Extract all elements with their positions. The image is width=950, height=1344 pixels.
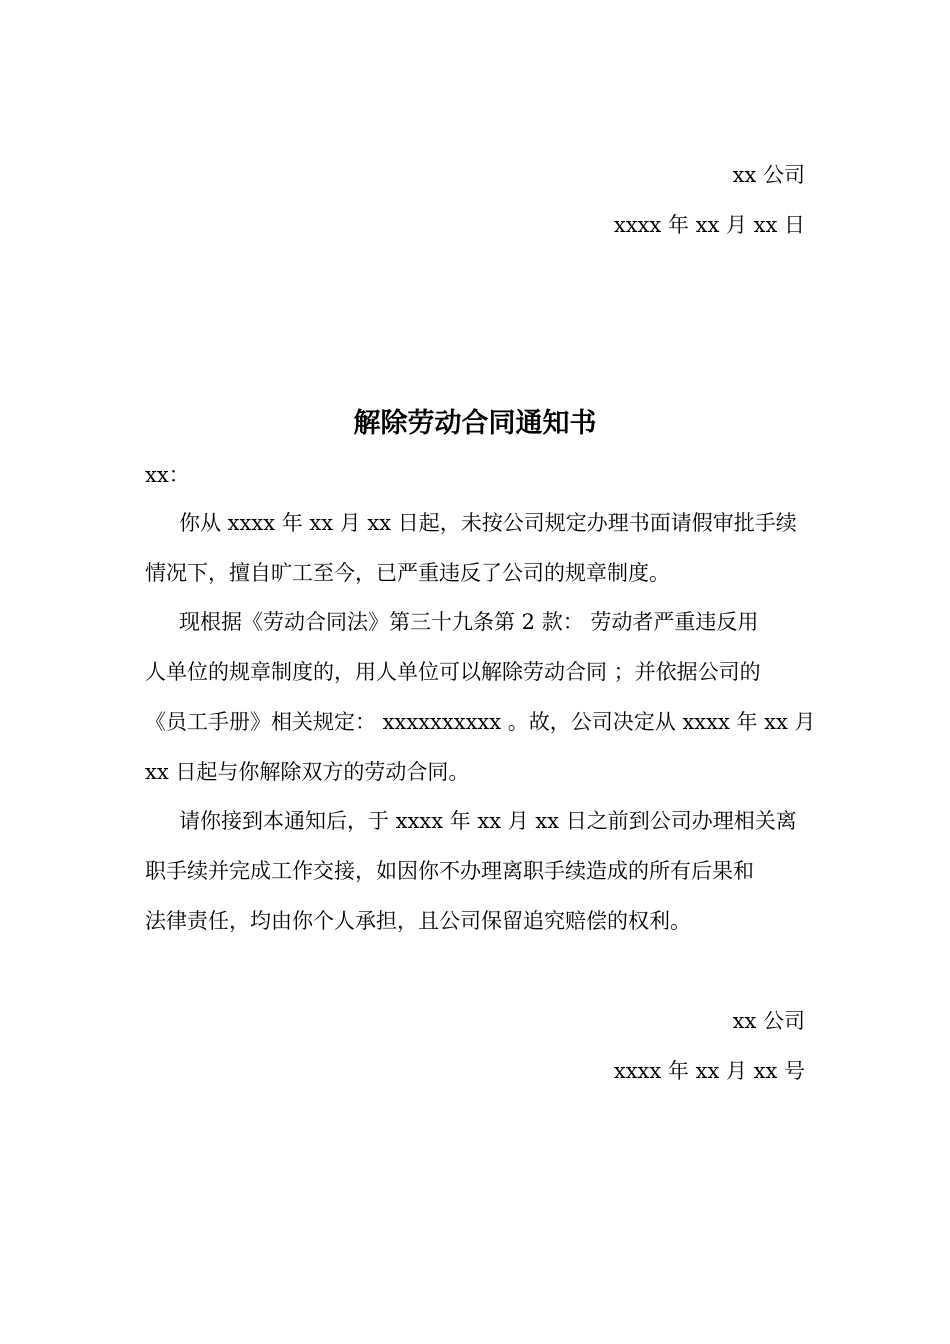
body-line-4: 人单位的规章制度的，用人单位可以解除劳动合同 ；并依据公司的 bbox=[145, 660, 761, 684]
body-line-5: 《员工手册》相关规定： xxxxxxxxxx 。故，公司决定从 xxxx 年 xx 月 bbox=[145, 710, 816, 734]
body-line-3: 现根据《劳动合同法》第三十九条第 2 款： 劳动者严重违反用 bbox=[179, 610, 759, 634]
body-line-6: xx 日起与你解除双方的劳动合同。 bbox=[145, 760, 470, 784]
header-date: xxxx 年 xx 月 xx 日 bbox=[613, 213, 805, 237]
body-line-1: 你从 xxxx 年 xx 月 xx 日起，未按公司规定办理书面请假审批手续 bbox=[179, 511, 797, 535]
body-line-8: 职手续并完成工作交接，如因你不办理离职手续造成的所有后果和 bbox=[145, 859, 754, 883]
document-title: 解除劳动合同通知书 bbox=[353, 408, 597, 439]
footer-date: xxxx 年 xx 月 xx 号 bbox=[613, 1059, 805, 1083]
footer-company: xx 公司 bbox=[732, 1009, 805, 1033]
salutation: xx： bbox=[145, 463, 190, 487]
body-line-9: 法律责任，均由你个人承担，且公司保留追究赔偿的权利。 bbox=[145, 909, 691, 933]
body-line-7: 请你接到本通知后，于 xxxx 年 xx 月 xx 日之前到公司办理相关离 bbox=[179, 809, 797, 833]
header-company: xx 公司 bbox=[732, 163, 805, 187]
body-line-2: 情况下，擅自旷工至今，已严重违反了公司的规章制度。 bbox=[145, 561, 670, 585]
